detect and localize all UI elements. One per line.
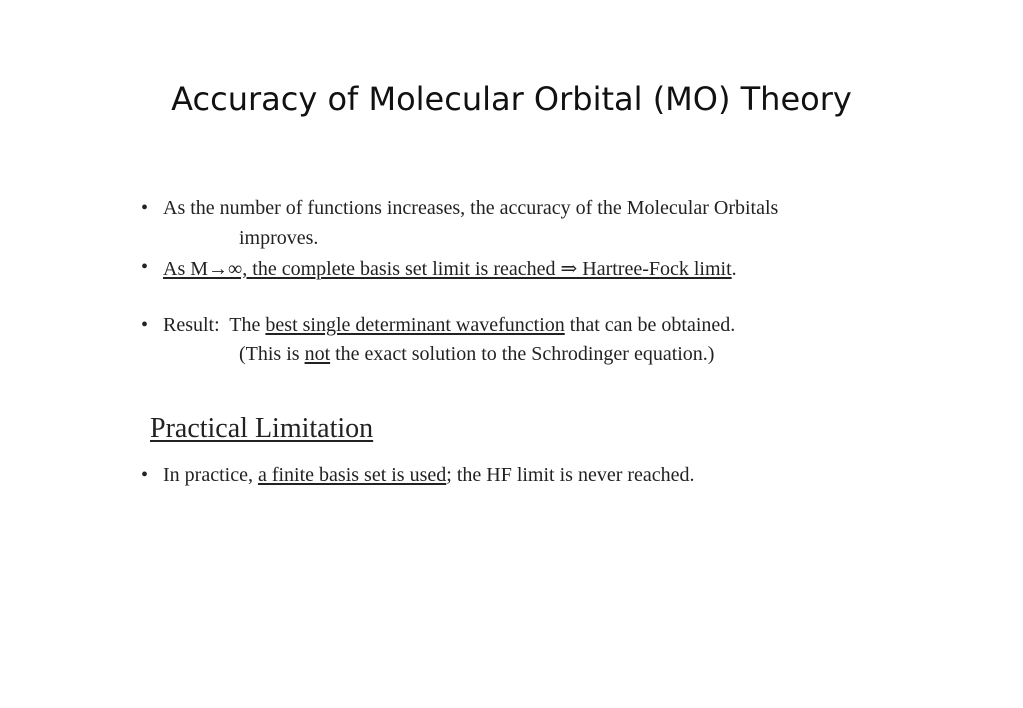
trailing-text: that can be obtained.	[564, 314, 736, 336]
lead-text: (This is	[239, 343, 305, 365]
underlined-text: not	[304, 343, 331, 365]
bullet-text	[163, 256, 737, 281]
bullet-text-line1: As the number of functions increases, the accuracy of the Molecular Orbitals	[163, 197, 779, 219]
underlined-text: As M→∞, the complete basis set limit is reached ⇒ Hartree-Fock limit	[163, 258, 732, 280]
slide-title: Accuracy of Molecular Orbital (MO) Theory	[171, 80, 852, 118]
bullet-glyph: •	[141, 314, 149, 336]
trailing-text: ; the HF limit is never reached.	[446, 464, 695, 486]
underlined-text: a finite basis set is used	[257, 464, 447, 486]
trailing-text: .	[731, 258, 737, 280]
bullet-text	[163, 464, 695, 487]
section-heading: Practical Limitation	[150, 413, 374, 444]
bullet-text-line2	[239, 343, 714, 366]
bullet-text-line1	[163, 314, 735, 337]
bullet-text-line2: improves.	[239, 227, 319, 249]
bullet-glyph: •	[141, 256, 149, 278]
trailing-text: the exact solution to the Schrodinger equation.)	[330, 343, 715, 365]
bullet-glyph: •	[141, 197, 149, 219]
lead-text: Result: The	[163, 314, 266, 336]
lead-text: In practice,	[163, 464, 258, 486]
underlined-text: best single determinant wavefunction	[265, 314, 565, 336]
bullet-glyph: •	[141, 464, 149, 486]
